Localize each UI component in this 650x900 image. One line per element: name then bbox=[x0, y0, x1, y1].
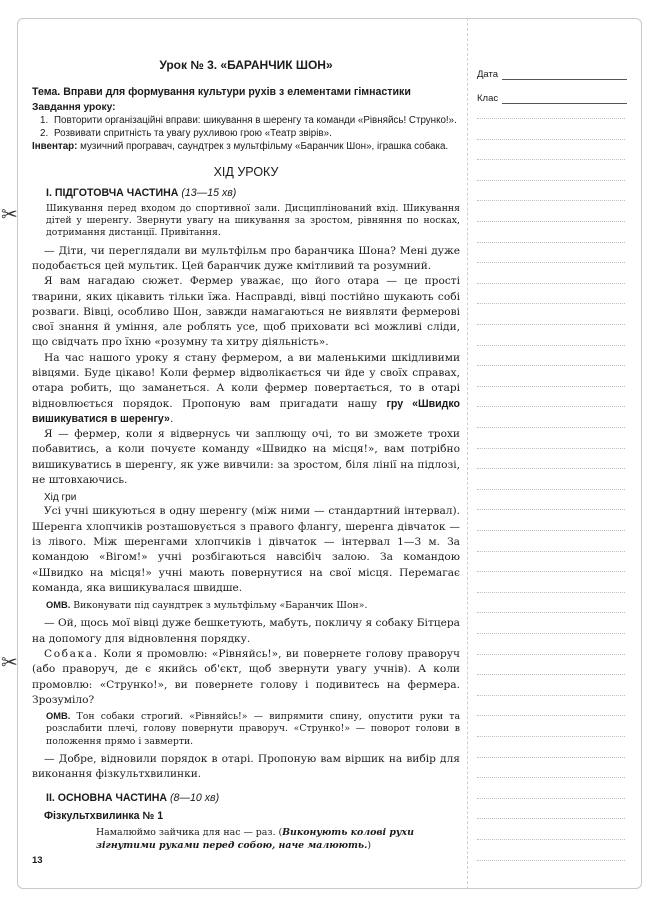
inventory-label: Інвентар: bbox=[32, 141, 78, 152]
section-2-title-text: ІІ. ОСНОВНА ЧАСТИНА bbox=[46, 792, 168, 805]
note-line bbox=[477, 406, 625, 407]
omv-text: Виконувати під саундтрек з мультфільму «Баранчик Шон». bbox=[73, 600, 368, 612]
note-line bbox=[477, 118, 625, 119]
course-heading: ХІД УРОКУ bbox=[213, 165, 279, 179]
poem-text: ) bbox=[367, 840, 372, 852]
class-label: Клас bbox=[477, 93, 499, 104]
paragraph: — Діти, чи переглядали ви мультфільм про баранчика Шона? Мені дуже подобається цей мультик. Цей баранчик дуже кмітливий та розумний. bbox=[32, 244, 460, 272]
note-line bbox=[477, 674, 625, 675]
page-number: 13 bbox=[32, 855, 43, 866]
scissors-icon: ✂ bbox=[1, 202, 18, 226]
note-line bbox=[477, 365, 625, 366]
topic-text: Вправи для формування культури рухів з елементами гімнастики bbox=[63, 86, 411, 98]
note-line bbox=[477, 448, 625, 449]
note-line bbox=[477, 324, 625, 325]
note-line bbox=[477, 571, 625, 572]
paragraph-text: На час нашого уроку я стану фермером, а ви маленькими шкідливими вівцями. Буде цікаво! Коли фермер відволікається чи йде у своїх справах, отара робить, що заманеться. А коли фермер повертається, то в отарі відновлюється порядок. Пропоную вам пригадати нашу bbox=[32, 351, 460, 410]
omv-note bbox=[46, 710, 460, 748]
date-field[interactable] bbox=[477, 62, 627, 80]
section-2-title bbox=[46, 792, 460, 804]
paragraph: Я — фермер, коли я відвернусь чи заплющу очі, то ви зможете трохи побавитись, а коли почуєте команду «Швидко на місця!», вам потрібно вишикуватись в шеренгу, як уже вивчили: за зростом, біля лінії на підлозі, не штовхаючись. bbox=[32, 428, 460, 487]
note-line bbox=[477, 633, 625, 634]
lesson-content bbox=[32, 58, 460, 852]
note-line bbox=[477, 180, 625, 181]
paragraph bbox=[32, 351, 460, 427]
note-line bbox=[477, 839, 625, 840]
note-line bbox=[477, 159, 625, 160]
lesson-title: Урок № 3. «БАРАНЧИК ШОН» bbox=[159, 58, 333, 72]
section-2-time: (8—10 хв) bbox=[170, 792, 220, 805]
omv-text: Тон собаки строгий. «Рівняйсь!» — випрямити спину, опустити руки та розслабити плечі, голову повернути праворуч. «Струнко!» — поворот голови в положення прямо і завмерти. bbox=[46, 711, 460, 747]
note-line bbox=[477, 283, 625, 284]
date-label: Дата bbox=[477, 69, 499, 80]
note-line bbox=[477, 736, 625, 737]
note-line bbox=[477, 777, 625, 778]
poem-line bbox=[96, 826, 460, 852]
class-field[interactable] bbox=[477, 86, 627, 104]
tasks-list bbox=[32, 114, 460, 140]
list-item-text: Розвивати спритність та увагу рухливою грою «Театр звірів». bbox=[54, 128, 332, 139]
paragraph: — Ой, щось мої вівці дуже бешкетують, мабуть, покличу я собаку Бітцера на допомогу для відновлення порядку. bbox=[32, 617, 460, 645]
note-line bbox=[477, 221, 625, 222]
note-line bbox=[477, 200, 625, 201]
section-1-note: Шикування перед входом до спортивної зали. Дисциплінований вхід. Шикування дітей у шеренгу. Звернути увагу на шикування за зростом, рівняння по носках, дотримання дистанції. Привітання. bbox=[46, 203, 460, 239]
omv-label: ОМВ. bbox=[46, 600, 71, 611]
note-line bbox=[477, 695, 625, 696]
inventory-text: музичний програвач, саундтрек з мультфільму «Баранчик Шон», іграшка собака. bbox=[80, 141, 449, 152]
note-line bbox=[477, 860, 625, 861]
list-item-text: Повторити організаційні вправи: шикування в шеренгу та команди «Рівняйсь! Струнко!». bbox=[54, 115, 457, 126]
note-line bbox=[477, 654, 625, 655]
list-item-number: 2. bbox=[40, 128, 49, 139]
note-line bbox=[477, 551, 625, 552]
inventory bbox=[32, 140, 460, 153]
section-1-title bbox=[46, 187, 460, 199]
list-item bbox=[32, 127, 460, 140]
paragraph-text: . bbox=[169, 412, 174, 425]
note-line bbox=[477, 242, 625, 243]
fizkult-heading: Фізкультхвилинка № 1 bbox=[44, 810, 164, 823]
speaker-label: Собака. bbox=[44, 647, 99, 660]
note-line bbox=[477, 139, 625, 140]
list-item bbox=[32, 114, 460, 127]
paragraph: Усі учні шикуються в одну шеренгу (між ними — стандартний інтервал). Шеренга хлопчиків розташовується з правого флангу, шеренга дівчаток — із лівого. Між шеренгами хлопчиків і дівчаток — інтервал 1—3 м. За командою «Вігом!» учні розбігаються навсібіч залою. За командою «Швидко на місця!» учні мають повернутися на свої місця. Перемагає команда, яка вишикувалася швидше. bbox=[32, 505, 460, 594]
note-line bbox=[477, 303, 625, 304]
note-line bbox=[477, 427, 625, 428]
paragraph: Я вам нагадаю сюжет. Фермер уважає, що його отара — це прості тварини, яких цікавить тільки їжа. Насправді, вівці постійно шукають собі розваги. Вівці, особливо Шон, завжди намагаються не виявляти фермерові свої знання й уміння, але роблять усе, щоб приховати всі можливі сліди, що свідчать про їхню «розумну та хитру діяльність». bbox=[32, 275, 460, 349]
notes-divider bbox=[467, 18, 468, 889]
date-line[interactable] bbox=[502, 69, 627, 80]
list-item-number: 1. bbox=[40, 115, 49, 126]
paragraph: — Добре, відновили порядок в отарі. Пропоную вам віршик на вибір для виконання фізкультхвилинки. bbox=[32, 752, 460, 781]
poem-text: Намалюймо зайчика для нас — раз. ( bbox=[96, 827, 283, 839]
scissors-icon: ✂ bbox=[1, 650, 18, 674]
lesson-topic bbox=[32, 86, 460, 98]
poem-instruction: Виконують колові рухи зігнутими руками перед собою, наче малюють. bbox=[96, 827, 414, 852]
note-line bbox=[477, 262, 625, 263]
game-name: гру «Швидко вишикуватися в шеренгу» bbox=[32, 397, 460, 425]
tasks-heading: Завдання уроку: bbox=[32, 102, 116, 113]
note-line bbox=[477, 345, 625, 346]
note-line bbox=[477, 468, 625, 469]
omv-label: ОМВ. bbox=[46, 711, 71, 722]
note-line bbox=[477, 489, 625, 490]
topic-label: Тема. bbox=[32, 86, 61, 98]
note-line bbox=[477, 757, 625, 758]
section-1-title-text: І. ПІДГОТОВЧА ЧАСТИНА bbox=[46, 187, 179, 199]
notes-sidebar bbox=[477, 62, 627, 104]
note-line bbox=[477, 612, 625, 613]
note-line bbox=[477, 592, 625, 593]
note-line bbox=[477, 798, 625, 799]
game-label: Хід гри bbox=[44, 492, 77, 504]
paragraph bbox=[32, 647, 460, 708]
note-line bbox=[477, 715, 625, 716]
section-1-time: (13—15 хв) bbox=[181, 187, 237, 199]
paragraph-text: Коли я промовлю: «Рівняйсь!», ви повернете голову праворуч (або праворуч, де є якийсь об'єкт, щоб звернути увагу учнів). А коли промовлю: «Струнко!», ви повернете голову і подивитесь на фермера. Зрозуміло? bbox=[32, 647, 460, 706]
class-line[interactable] bbox=[502, 93, 627, 104]
note-line bbox=[477, 509, 625, 510]
note-line bbox=[477, 386, 625, 387]
note-line bbox=[477, 818, 625, 819]
note-line bbox=[477, 530, 625, 531]
omv-note bbox=[46, 599, 460, 612]
